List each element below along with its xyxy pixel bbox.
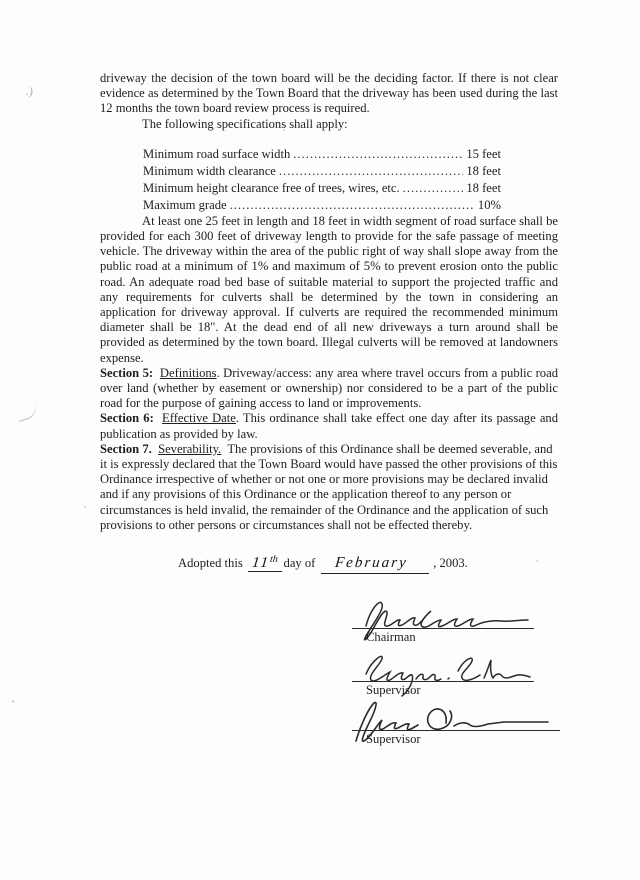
spec-row-max-grade	[143, 197, 501, 214]
section-7	[100, 442, 558, 533]
handwritten-signature	[352, 598, 548, 632]
spec-label: Minimum road surface width	[143, 146, 291, 161]
adoption-middle: day of	[283, 556, 316, 571]
section-5	[100, 366, 558, 412]
signature-block	[352, 598, 566, 746]
spec-label: Minimum width clearance	[143, 163, 276, 178]
adoption-prefix: Adopted this	[178, 556, 243, 571]
spec-value: 10%	[477, 197, 501, 212]
spec-row-road-surface-width	[143, 146, 501, 163]
signature-title: Supervisor	[366, 732, 421, 746]
dotted-leader	[279, 163, 463, 180]
spec-label: Minimum height clearance free of trees, wires, etc.	[143, 180, 400, 195]
scan-artifact-mark: .)	[25, 83, 35, 99]
signature-supervisor-1	[352, 654, 566, 697]
paragraph-continuation: driveway the decision of the town board will be the deciding factor. If there is not clear evidence as determined by the Town Board that the driveway has been used during the last 12 months the town board review process is required.	[100, 71, 558, 116]
spec-row-width-clearance	[143, 163, 501, 180]
section-5-title: Definitions	[159, 365, 217, 380]
document-body	[100, 71, 558, 574]
scan-speck	[84, 506, 86, 508]
scan-artifact-mark	[14, 399, 40, 422]
adoption-suffix: , 2003.	[433, 556, 468, 571]
handwritten-signature	[352, 654, 548, 684]
signature-chairman	[352, 598, 566, 644]
section-6-label: Section 6:	[100, 411, 154, 426]
section-5-label: Section 5:	[100, 365, 154, 380]
handwritten-day: 11	[251, 555, 271, 572]
adoption-line	[178, 552, 558, 574]
section-6-body: . This ordinance shall take effect one day after its passage and publication as provided by law.	[100, 411, 558, 441]
handwritten-signature	[352, 701, 562, 733]
adoption-month-blank	[321, 556, 430, 574]
handwritten-month: February	[333, 555, 409, 572]
section-7-label: Section 7.	[100, 441, 152, 456]
paragraph-road-surface: At least one 25 feet in length and 18 feet in width segment of road surface shall be provided for each 300 feet of driveway length to provide for the safe passage of meeting vehicle. The driveway within the area of the public right of way shall slope away from the public road at a minimum of 1% and maximum of 5% to prevent erosion onto the public road. An adequate road bed base of suitable material to support the projected traffic and any requirements for culverts shall be determined by the town in considering an application for driveway approval. If culverts are required the recommended minimum diameter shall be 18". At the dead end of all new driveways a turn around shall be provided as determined by the town board. Illegal culverts will be removed at landowners expense.	[100, 213, 558, 365]
section-7-body: The provisions of this Ordinance shall be deemed severable, and it is expressly declared that the Town Board would have passed the other provisions of this Ordinance irrespective of whether or not one or more provisions may be declared invalid and if any provisions of this Ordinance or the application thereof to any person or circumstances is held invalid, the remainder of the Ordinance and the application of such provisions to other persons or circumstances shall not be effected thereby.	[100, 441, 558, 532]
section-7-title: Severability.	[158, 441, 222, 456]
section-6	[100, 411, 558, 441]
spec-value: 15 feet	[466, 146, 501, 161]
section-6-title: Effective Date	[162, 411, 236, 426]
spec-label: Maximum grade	[143, 197, 227, 212]
signature-title: Supervisor	[366, 683, 421, 697]
spec-intro: The following specifications shall apply:	[142, 116, 348, 131]
signature-supervisor-2	[352, 701, 566, 746]
section-5-body: . Driveway/access: any area where travel occurs from a public road over land (whether by easement or ownership) nor considered to be a part of the public road for the purpose of gaining access to land or improvements.	[100, 365, 558, 411]
scan-speck	[12, 700, 14, 703]
handwritten-day-suffix: th	[269, 554, 279, 566]
specifications-list	[143, 146, 501, 214]
dotted-leader	[230, 197, 475, 214]
spec-value: 18 feet	[466, 180, 501, 195]
dotted-leader	[293, 146, 463, 163]
signature-title: Chairman	[366, 630, 416, 644]
adoption-day-blank	[248, 552, 282, 572]
spec-row-height-clearance	[143, 180, 501, 197]
dotted-leader	[403, 180, 464, 197]
spec-value: 18 feet	[466, 163, 501, 178]
